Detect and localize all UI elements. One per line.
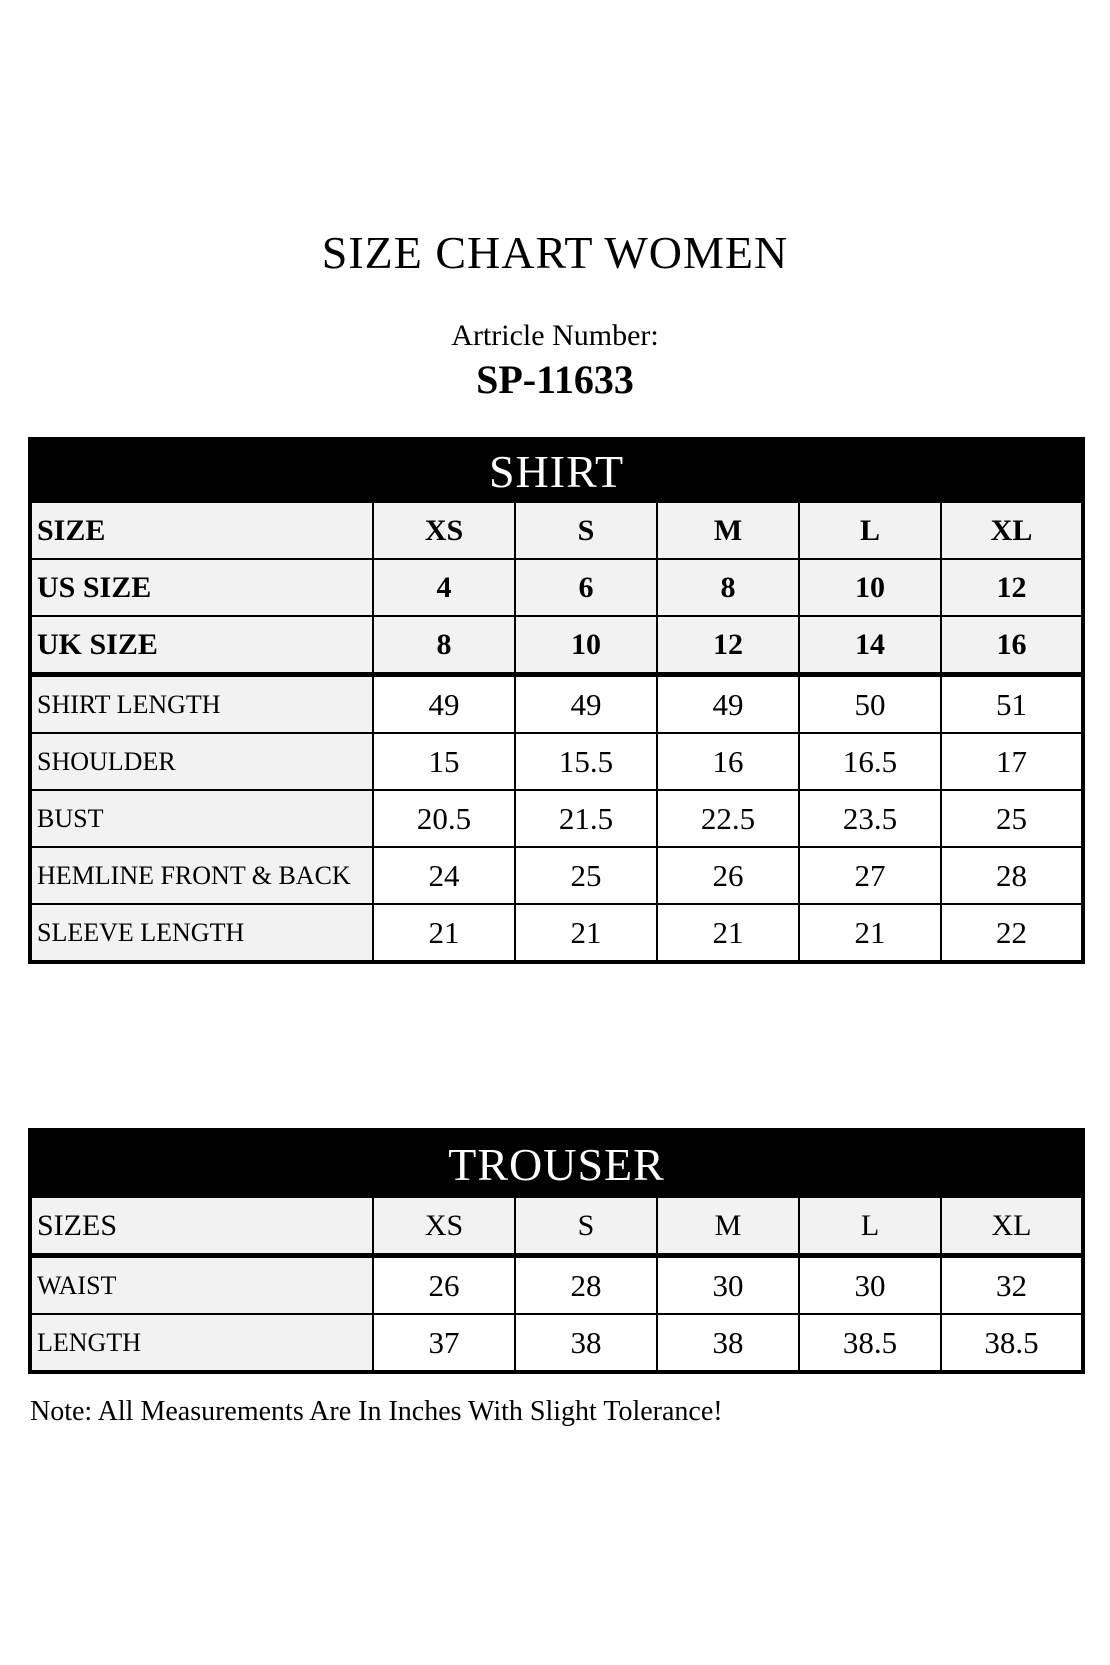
cell-value: 38: [515, 1314, 657, 1372]
table-row: [30, 1256, 1083, 1315]
cell-value: 30: [799, 1256, 941, 1315]
table-row: [30, 1197, 1083, 1256]
cell-value: 20.5: [373, 790, 515, 847]
table-trouser: [28, 1128, 1085, 1374]
table-row: [30, 616, 1083, 675]
cell-value: XS: [373, 502, 515, 559]
cell-value: 25: [941, 790, 1083, 847]
row-label: HEMLINE FRONT & BACK: [30, 847, 373, 904]
cell-value: 21: [799, 904, 941, 962]
cell-value: 22.5: [657, 790, 799, 847]
cell-value: S: [515, 502, 657, 559]
cell-value: M: [657, 1197, 799, 1256]
page-title: SIZE CHART WOMEN: [321, 227, 789, 278]
cell-value: 25: [515, 847, 657, 904]
cell-value: 28: [941, 847, 1083, 904]
cell-value: S: [515, 1197, 657, 1256]
table-shirt: [28, 437, 1085, 964]
row-label: UK SIZE: [30, 616, 373, 675]
row-label: SIZES: [30, 1197, 373, 1256]
cell-value: 51: [941, 675, 1083, 734]
cell-value: 4: [373, 559, 515, 616]
cell-value: 23.5: [799, 790, 941, 847]
cell-value: XS: [373, 1197, 515, 1256]
cell-value: 30: [657, 1256, 799, 1315]
cell-value: 21.5: [515, 790, 657, 847]
cell-value: 12: [657, 616, 799, 675]
table-title: SHIRT: [30, 439, 1083, 502]
row-label: SLEEVE LENGTH: [30, 904, 373, 962]
cell-value: 32: [941, 1256, 1083, 1315]
cell-value: XL: [941, 1197, 1083, 1256]
cell-value: 37: [373, 1314, 515, 1372]
row-label: WAIST: [30, 1256, 373, 1315]
cell-value: 22: [941, 904, 1083, 962]
row-label: BUST: [30, 790, 373, 847]
row-label: SHOULDER: [30, 733, 373, 790]
cell-value: 6: [515, 559, 657, 616]
cell-value: 28: [515, 1256, 657, 1315]
cell-value: 21: [373, 904, 515, 962]
cell-value: 49: [657, 675, 799, 734]
cell-value: 15.5: [515, 733, 657, 790]
cell-value: 17: [941, 733, 1083, 790]
table-row: [30, 790, 1083, 847]
cell-value: 21: [515, 904, 657, 962]
cell-value: 49: [373, 675, 515, 734]
cell-value: XL: [941, 502, 1083, 559]
table-title: TROUSER: [30, 1130, 1083, 1197]
table-row: [30, 502, 1083, 559]
cell-value: 24: [373, 847, 515, 904]
row-label: SIZE: [30, 502, 373, 559]
table-row: [30, 904, 1083, 962]
row-label: US SIZE: [30, 559, 373, 616]
cell-value: 27: [799, 847, 941, 904]
cell-value: 10: [515, 616, 657, 675]
cell-value: 8: [657, 559, 799, 616]
table-title-row: [30, 439, 1083, 502]
cell-value: 38.5: [799, 1314, 941, 1372]
cell-value: 14: [799, 616, 941, 675]
cell-value: 26: [373, 1256, 515, 1315]
row-label: SHIRT LENGTH: [30, 675, 373, 734]
note-text: Note: All Measurements Are In Inches With Slight Tolerance!: [30, 1396, 723, 1427]
cell-value: 26: [657, 847, 799, 904]
cell-value: L: [799, 1197, 941, 1256]
table-row: [30, 675, 1083, 734]
table-row: [30, 733, 1083, 790]
cell-value: 21: [657, 904, 799, 962]
row-label: LENGTH: [30, 1314, 373, 1372]
table-row: [30, 559, 1083, 616]
cell-value: 8: [373, 616, 515, 675]
cell-value: M: [657, 502, 799, 559]
cell-value: L: [799, 502, 941, 559]
cell-value: 50: [799, 675, 941, 734]
cell-value: 12: [941, 559, 1083, 616]
article-number-label: Artricle Number:: [451, 318, 659, 352]
article-number-value: SP-11633: [476, 356, 634, 402]
cell-value: 49: [515, 675, 657, 734]
cell-value: 16.5: [799, 733, 941, 790]
table-row: [30, 847, 1083, 904]
cell-value: 10: [799, 559, 941, 616]
cell-value: 38: [657, 1314, 799, 1372]
cell-value: 15: [373, 733, 515, 790]
cell-value: 16: [941, 616, 1083, 675]
cell-value: 38.5: [941, 1314, 1083, 1372]
cell-value: 16: [657, 733, 799, 790]
table-title-row: [30, 1130, 1083, 1197]
table-row: [30, 1314, 1083, 1372]
